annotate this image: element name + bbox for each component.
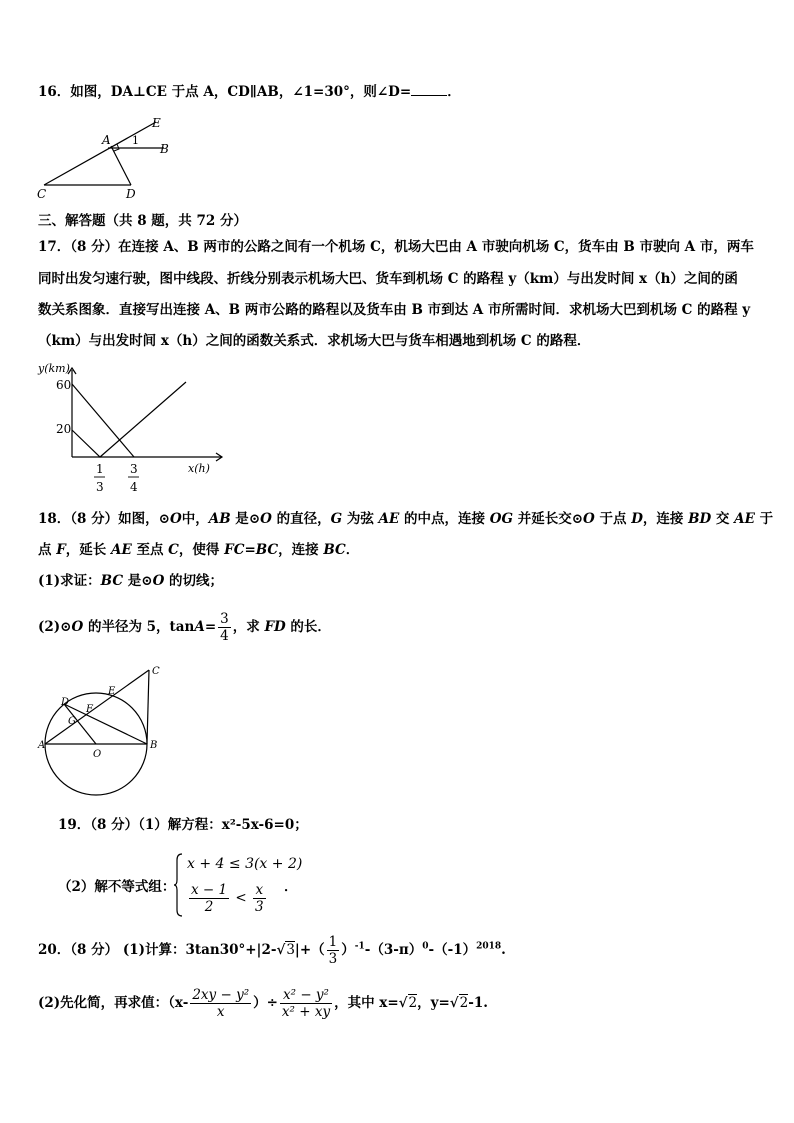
q18-text: 为弦 [342,511,379,527]
q18-label-d: D [61,697,70,708]
q18-text: ，使得 [178,542,225,558]
q18-text: ，求 [232,619,265,635]
q16-line-ad [111,146,131,185]
q18-text: (2) [38,619,61,635]
q19-frac-right [253,882,266,915]
q18-var: O [71,619,84,635]
q20-radicand: 3 [286,942,295,958]
q17-y-tick-20: 20 [56,422,72,436]
section3-title: 三、解答题（共 8 题，共 72 分） [38,213,247,229]
q18-sub1 [38,572,223,590]
q20-frac-b-num: x² − y² [280,987,332,1004]
q18-text: 是 [230,511,249,527]
q18-var: F [56,542,66,558]
q20-text: 20．（8 分） (1)计算：3tan30°+|2- [38,942,277,958]
sqrt-symbol: √ [449,995,459,1011]
sqrt-symbol: √ [398,995,408,1011]
q18-text: 点 [38,542,57,558]
q18-var: FC=BC [224,542,279,558]
q18-frac-num: 3 [220,611,229,627]
q20-text: ） [341,942,355,958]
q18-var: O [260,511,272,527]
q16-answer-blank[interactable] [411,83,447,96]
q18-sub2 [38,610,331,644]
q19-frac-right-num: x [253,882,266,899]
q16-label-e: E [152,116,161,130]
q17-x-tick-2-den: 4 [130,480,138,494]
q16-figure [34,112,184,202]
q18-var: A [194,619,205,635]
q18-label-g: G [68,716,76,727]
q18-text: ． [345,542,360,558]
q20-fraction [327,934,340,967]
q20-text: -1. [468,995,488,1011]
q18-text: 至点 [131,542,169,558]
q18-text: 于点 [594,511,632,527]
q18-text: = [204,619,217,635]
q18-label-f: F [86,704,93,715]
q19-op: < [235,890,247,906]
circle-symbol: ⊙ [141,573,153,589]
circle-symbol: ⊙ [158,511,170,527]
circle-symbol: ⊙ [571,511,584,527]
q17-truck-polyline [72,382,186,457]
q18-text: 的切线； [164,573,224,589]
q18-label-a: A [38,740,46,751]
q20-frac-b-den: x² + xy [281,1004,331,1020]
q18-text: 交 [711,511,735,527]
q18-text: 于 [754,511,774,527]
q18-var: AB [208,511,231,527]
q16-label-angle1: 1 [132,134,139,147]
q17-y-axis-label: y(km) [38,362,70,375]
q17-x-axis-label: x(h) [188,462,210,475]
q16-label-a: A [102,133,111,147]
q18-label-e: E [108,686,116,697]
q20-text: |+（ [294,942,325,958]
q18-fraction [218,611,231,644]
q18-label-b: B [150,740,158,751]
q18-figure [36,662,166,802]
circle-symbol: ⊙ [248,511,261,527]
q20-radicand: 2 [459,995,469,1011]
q18-text: 18．（8 分）如图， [38,511,159,527]
q18-frac-den: 4 [220,628,229,644]
q19-frac-left [189,882,229,915]
q20-frac-b [280,987,332,1020]
q20-text: (2)先化简，再求值：（x- [38,995,189,1011]
q18-text: 的长． [285,619,331,635]
q17-chart [36,360,226,498]
q18-var: FD [264,619,286,635]
q18-line1 [38,510,773,528]
q18-text: (1)求证： [38,573,101,589]
q18-var: G [330,511,343,527]
q20-frac-a-num: 2xy − y² [192,987,250,1003]
q18-var: AE [378,511,400,527]
q18-var: D [631,511,643,527]
q16-text [38,83,461,101]
q20-text: ，y= [417,995,450,1011]
q17-line1: 17．（8 分）在连接 A、B 两市的公路之间有一个机场 C，机场大巴由 A 市驶向机场 C，货车由 B 市驶向 A 市，两车 [38,239,754,255]
q18-var: BC [323,542,346,558]
q20-text: ）÷ [253,995,278,1011]
q17-x-tick-1-num: 1 [96,462,104,476]
q18-tangent-bc [147,670,149,744]
q18-text: 并延长交 [513,511,572,527]
q20-frac-den: 3 [328,951,338,967]
q17-y-tick-60: 60 [56,378,72,392]
q18-var: BC [100,573,124,589]
q19-inequality-2 [187,880,268,916]
q18-text: 是 [123,573,142,589]
q17-line2: 同时出发匀速行驶，图中线段、折线分别表示机场大巴、货车到机场 C 的路程 y（km）与出发时间 x（h）之间的函 [38,271,738,287]
q20-sup: 2018 [476,941,502,952]
q17-bus-line [72,384,134,457]
q20-frac-num: 1 [328,934,338,950]
q20-text: -（3-π） [364,942,423,958]
q20-text: -（-1） [428,942,477,958]
q19-line1: 19．（8 分）（1）解方程：x²-5x-6=0； [58,817,308,833]
q18-var: OG [489,511,513,527]
q20-frac-a-den: x [216,1004,225,1020]
q16-prefix: 16．如图，DA⊥CE 于点 A，CD∥AB，∠1=30°，则∠D= [38,84,412,100]
q18-var: O [583,511,595,527]
q18-var: C [168,542,179,558]
q19-brace [174,852,184,918]
q18-var: BD [688,511,712,527]
q18-text: 的直径， [271,511,331,527]
q16-line-ce [44,122,156,185]
q17-line3: 数关系图象．直接写出连接 A、B 两市公路的路程以及货车由 B 市到达 A 市所需时间．求机场大巴到机场 C 的路程 y [38,302,751,318]
q17-x-tick-1-den: 3 [96,480,104,494]
q17-line4: （km）与出发时间 x（h）之间的函数关系式．求机场大巴与货车相遇地到机场 C 的路程． [38,333,591,349]
q20-text: . [501,942,506,958]
q20-frac-a [190,987,251,1020]
q18-text: ，延长 [65,542,111,558]
q16-suffix: ． [447,84,461,100]
q19-frac-left-num: x − 1 [191,882,228,898]
q19-end: ． [284,879,298,895]
q20-part2 [38,984,488,1022]
q19-frac-right-den: 3 [255,899,264,915]
q17-x-tick-2-num: 3 [130,462,138,476]
q19-frac-left-den: 2 [204,899,214,915]
q18-var: AE [111,542,132,558]
q18-text: 的中点，连接 [399,511,490,527]
q19-part2-label: （2）解不等式组： [58,879,176,895]
q19-inequality-1: x + 4 ≤ 3(x + 2) [187,856,303,872]
q18-label-o: O [93,749,102,760]
q16-label-d: D [126,187,136,201]
q18-text: 的半径为 5，tan [83,619,195,635]
q18-text: ，连接 [278,542,324,558]
q16-label-c: C [37,187,47,201]
q18-label-c: C [152,666,160,677]
circle-symbol: ⊙ [60,619,72,635]
q18-text: ，连接 [642,511,689,527]
q16-label-b: B [160,142,169,156]
q20-sup: -1 [354,941,365,952]
q20-sup: 0 [422,941,429,952]
q18-text: 中， [181,511,209,527]
q18-var: O [152,573,165,589]
q18-line2 [38,541,359,559]
q20-part1 [38,932,506,968]
q18-var: AE [734,511,755,527]
q20-text: ，其中 x= [334,995,399,1011]
q18-var: O [169,511,182,527]
sqrt-symbol: √ [276,942,286,958]
q20-radicand: 2 [408,995,418,1011]
